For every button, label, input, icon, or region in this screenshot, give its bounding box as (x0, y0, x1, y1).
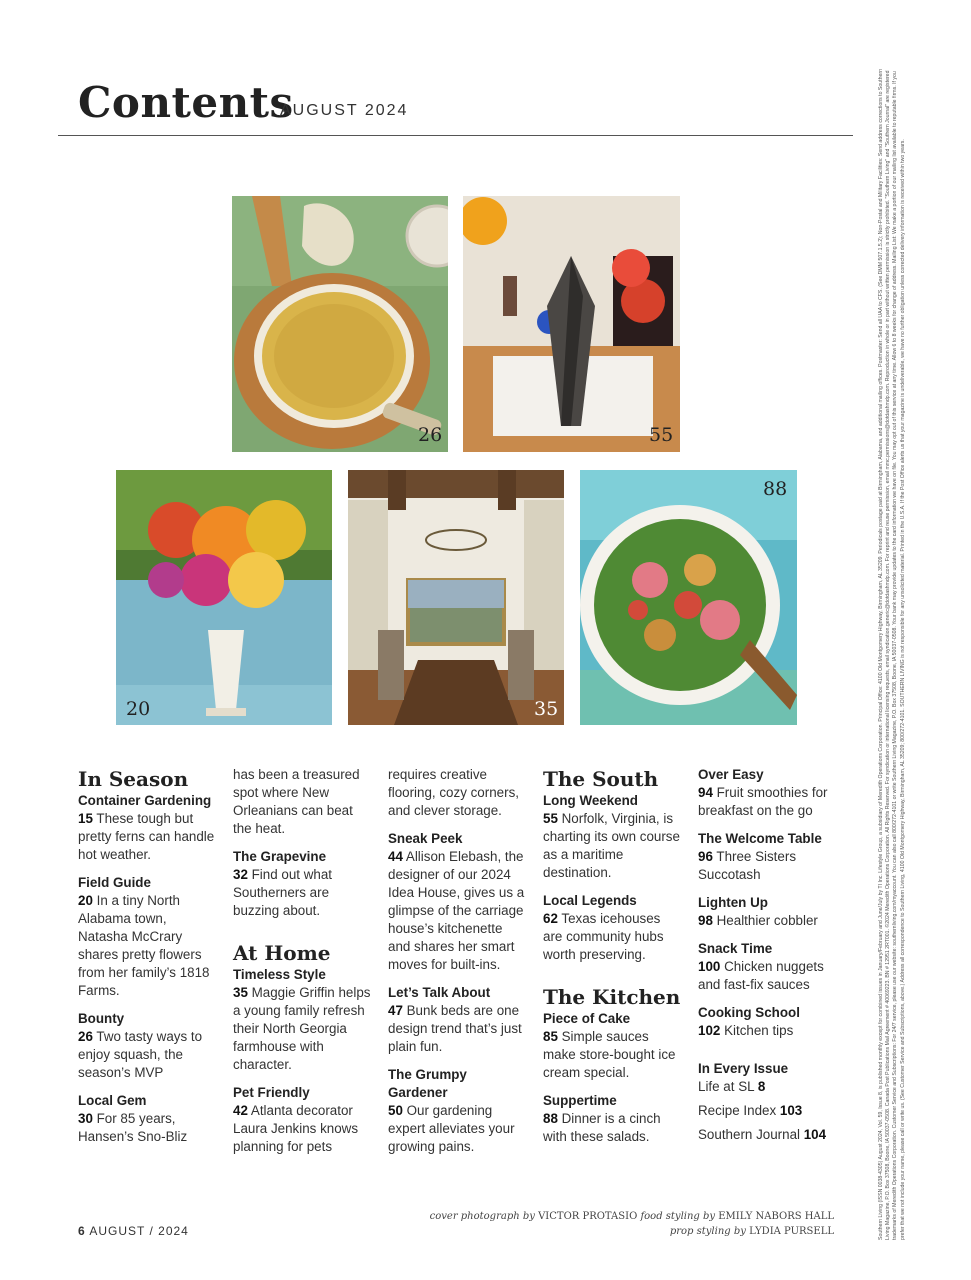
entry-text (698, 958, 843, 994)
credit-line-1 (430, 1209, 834, 1224)
entry-description: In a tiny North Alabama town, Natasha McCrary shares pretty flowers from her family’s 1818 Farms. (78, 893, 210, 998)
entry-description: Find out what Southerners are buzzing about. (233, 867, 333, 918)
item-page-number: 8 (757, 1079, 766, 1094)
entry-page-number: 50 (388, 1103, 403, 1118)
page-number: 88 (763, 478, 788, 500)
photo-squash-casserole[interactable] (232, 196, 448, 452)
item-label: Recipe Index (698, 1103, 780, 1118)
entry-description: Atlanta decorator Laura Jenkins knows planning for pets (233, 1103, 359, 1154)
toc-entry[interactable] (78, 1010, 218, 1082)
toc-entry[interactable] (78, 874, 218, 1000)
entry-text (698, 1022, 843, 1040)
entry-page-number: 100 (698, 959, 721, 974)
entry-text (388, 1102, 528, 1156)
footer-page-number: 6 (78, 1224, 86, 1238)
entry-description: Fruit smoothies for breakfast on the go (698, 785, 828, 818)
entry-page-number: 30 (78, 1111, 93, 1126)
entry-text (78, 810, 218, 864)
entry-text (698, 848, 843, 884)
entry-heading: Local Gem (78, 1093, 147, 1108)
toc-entry[interactable] (698, 940, 843, 994)
entry-description: Healthier cobbler (712, 913, 818, 928)
entry-text (543, 1110, 683, 1146)
entry-page-number: 42 (233, 1103, 248, 1118)
section-heading: The Kitchen (543, 985, 681, 1009)
entry-continuation: has been a treasured spot where New Orleanians can beat the heat. (233, 767, 360, 836)
entry-page-number: 47 (388, 1003, 403, 1018)
squash-casserole-image (232, 196, 448, 452)
entry-heading: Container Gardening (78, 793, 212, 808)
entry-page-number: 94 (698, 785, 713, 800)
cover-credits (430, 1209, 834, 1239)
entry-page-number: 15 (78, 811, 93, 826)
entry-page-number: 98 (698, 913, 713, 928)
entry-text (233, 1102, 373, 1156)
entry-description: Maggie Griffin helps a young family refresh their North Georgia farmhouse with character. (233, 985, 371, 1072)
entry-description: Bunk beds are one design trend that’s just plain fun. (388, 1003, 522, 1054)
item-page-number: 103 (779, 1103, 803, 1118)
toc-entry[interactable] (388, 830, 528, 974)
entry-text (78, 1028, 218, 1082)
credit-name: LYDIA PURSELL (749, 1226, 834, 1237)
salad-image (580, 470, 797, 725)
entry-description: Three Sisters Succotash (698, 849, 797, 882)
item-page-number: 104 (803, 1127, 827, 1142)
entry-heading: The Grapevine (233, 849, 327, 864)
entry-text (233, 866, 373, 920)
entry-description: Two tasty ways to enjoy squash, the season’s MVP (78, 1029, 203, 1080)
toc-entry[interactable] (388, 984, 528, 1056)
entry-description: Chicken nuggets and fast-fix sauces (698, 959, 824, 992)
entry-heading: Over Easy (698, 767, 764, 782)
entry-heading: Suppertime (543, 1093, 617, 1108)
page-number: 20 (126, 698, 151, 720)
item-label: Life at SL (698, 1079, 758, 1094)
entry-text (698, 912, 843, 930)
entry-description: For 85 years, Hansen’s Sno-Bliz (78, 1111, 188, 1144)
toc-entry[interactable] (543, 892, 683, 964)
toc-entry[interactable] (543, 1010, 683, 1082)
publication-legal-notice: Southern Living (ISSN 0038-4305) August 2024, Vol. 59, Issue 8, is published monthly except for combined issues in January/February and June/July by TI Inc. Lifestyle Group, a subsidiary of Meredith Operations Corporation. Principal Office: 4100 Old Montgomery Highway, Birmingham, AL 35209. Periodicals postage paid at Birmingham, Alabama, and additional mailing offices. Postmaster: Send all UAA to CFS. (See DMM 507.1.5.2); Non-Postal and Military Facilities: Send address corrections to Southern Living Magazine, P.O. Box 37508, Boone, IA 50037-0508. Canada Post Publications Mail Agreement # 40069223. BN # 12951 2RT001. ©2024 Meredith Operations Corporation. All Rights Reserved. For syndication or international licensing requests, email syndication.generic@dotdashmdp.com. For reprint and reuse permission, email mmc.permissions@dotdashmdp.com. Reproduction in whole or in part without written permission is strictly prohibited. "Southern Living" and "Southern Journal" are registered trademarks of Meredith Operations Corporation. Customer Service and Subscriptions: For 24/7 service, please use our website: southernliving.com/myaccount. You can also call 800/272-4101 or write Southern Living Magazine, P.O. Box 37508, Boone, IA 50037-0508. Your bank may provide updates to the card information we have on file. You may opt out of this service at any time. Allow 6 to 8 weeks for change of address. Mailing List: We make a portion of our mailing list available to reputable firms. If you prefer that we not include your name, please call or write us. (See Customer Service and Subscriptions, above.) Address all correspondence to Southern Living, 4100 Old Montgomery Highway, Birmingham, AL 35209; 800/272-4101. SOUTHERN LIVING is not responsible for any unsolicited material. Printed in the U.S.A. If the Post Office alerts us that your magazine is undeliverable, we have no further obligation unless corrected delivery information is received within two years. (878, 69, 906, 1240)
entry-description: Allison Elebash, the designer of our 2024 Idea House, gives us a glimpse of the carriage house’s kitchenette and shares her smart moves for built-ins. (388, 849, 525, 972)
photo-salad[interactable] (580, 470, 797, 725)
page-number: 35 (534, 698, 559, 720)
header-divider (58, 135, 853, 136)
page-title: Contents (78, 78, 294, 127)
entry-description: These tough but pretty ferns can handle hot weather. (78, 811, 215, 862)
entry-heading: Snack Time (698, 941, 773, 956)
entry-text (78, 1110, 218, 1146)
entry-heading: Bounty (78, 1011, 125, 1026)
photo-flower-bouquet[interactable] (116, 470, 332, 725)
museum-sculpture-image (463, 196, 680, 452)
toc-column-1 (78, 766, 218, 1146)
entry-text (543, 810, 683, 882)
entry-page-number: 62 (543, 911, 558, 926)
issue-date: AUGUST 2024 (280, 102, 409, 119)
item-label: Southern Journal (698, 1127, 804, 1142)
toc-entry[interactable] (698, 894, 843, 930)
entry-heading: Local Legends (543, 893, 637, 908)
entry-page-number: 85 (543, 1029, 558, 1044)
entry-heading: Long Weekend (543, 793, 638, 808)
entry-page-number: 32 (233, 867, 248, 882)
entry-text (78, 892, 218, 1000)
toc-entry[interactable] (233, 966, 373, 1074)
entry-heading: Timeless Style (233, 967, 326, 982)
entry-description: Simple sauces make store-bought ice cream special. (543, 1029, 676, 1080)
entry-page-number: 102 (698, 1023, 721, 1038)
toc-entry[interactable] (543, 1092, 683, 1146)
entry-text (388, 848, 528, 974)
entry-page-number: 35 (233, 985, 248, 1000)
entry-page-number: 44 (388, 849, 403, 864)
toc-column-3 (388, 766, 528, 1156)
every-issue-block (698, 1060, 843, 1144)
page-number: 55 (649, 424, 674, 446)
toc-column-2 (233, 766, 373, 1156)
entry-text (543, 1028, 683, 1082)
section-heading: The South (543, 767, 659, 791)
entry-text (388, 1002, 528, 1056)
entry-text (698, 784, 843, 820)
every-issue-item[interactable] (698, 1078, 843, 1096)
entry-page-number: 26 (78, 1029, 93, 1044)
credit-line-2 (430, 1224, 834, 1239)
entry-text (543, 910, 683, 964)
entry-page-number: 96 (698, 849, 713, 864)
entry-continuation: requires creative flooring, cozy corners, and clever storage. (388, 767, 519, 818)
toc-entry[interactable] (698, 830, 843, 884)
entry-heading: Let’s Talk About (388, 985, 491, 1000)
entry-heading: Pet Friendly (233, 1085, 310, 1100)
credit-name: EMILY NABORS HALL (718, 1211, 834, 1222)
section-heading: At Home (233, 941, 331, 965)
toc-entry[interactable] (698, 1004, 843, 1040)
entry-page-number: 88 (543, 1111, 558, 1126)
credit-role: cover photograph by (429, 1211, 539, 1222)
credit-name: VICTOR PROTASIO (538, 1211, 638, 1222)
credit-role: food styling by (637, 1211, 719, 1222)
toc-entry[interactable] (543, 792, 683, 882)
every-issue-item[interactable] (698, 1102, 843, 1120)
entry-heading: The Welcome Table (698, 831, 822, 846)
dining-room-image (348, 470, 564, 725)
toc-entry[interactable] (78, 792, 218, 864)
section-heading: In Season (78, 767, 189, 791)
credit-role: prop styling by (669, 1226, 750, 1237)
toc-entry[interactable] (78, 1092, 218, 1146)
toc-entry[interactable] (698, 766, 843, 820)
toc-column-4 (543, 766, 683, 1146)
entry-heading: Sneak Peek (388, 831, 463, 846)
entry-description: Texas icehouses are community hubs worth preserving. (543, 911, 664, 962)
entry-heading: Cooking School (698, 1005, 800, 1020)
entry-text (233, 984, 373, 1074)
entry-description: Our gardening expert alleviates your growing pains. (388, 1103, 515, 1154)
entry-description: Dinner is a cinch with these salads. (543, 1111, 661, 1144)
page-number: 26 (418, 424, 443, 446)
every-issue-item[interactable] (698, 1126, 843, 1144)
toc-entry[interactable] (233, 848, 373, 920)
toc-entry[interactable] (233, 1084, 373, 1156)
photo-dining-room[interactable] (348, 470, 564, 725)
page-footer (78, 1224, 189, 1238)
entry-description: Norfolk, Virginia, is charting its own course as a maritime destination. (543, 811, 680, 880)
entry-heading: Field Guide (78, 875, 151, 890)
photo-museum-sculpture[interactable] (463, 196, 680, 452)
entry-description: Kitchen tips (720, 1023, 794, 1038)
entry-heading: Piece of Cake (543, 1011, 631, 1026)
entry-page-number: 55 (543, 811, 558, 826)
toc-column-5 (698, 766, 843, 1144)
every-issue-heading: In Every Issue (698, 1061, 789, 1076)
entry-page-number: 20 (78, 893, 93, 908)
footer-date: AUGUST / 2024 (85, 1224, 189, 1238)
flower-bouquet-image (116, 470, 332, 725)
entry-heading: The Grumpy Gardener (388, 1067, 467, 1100)
toc-entry[interactable] (388, 1066, 528, 1156)
entry-heading: Lighten Up (698, 895, 768, 910)
